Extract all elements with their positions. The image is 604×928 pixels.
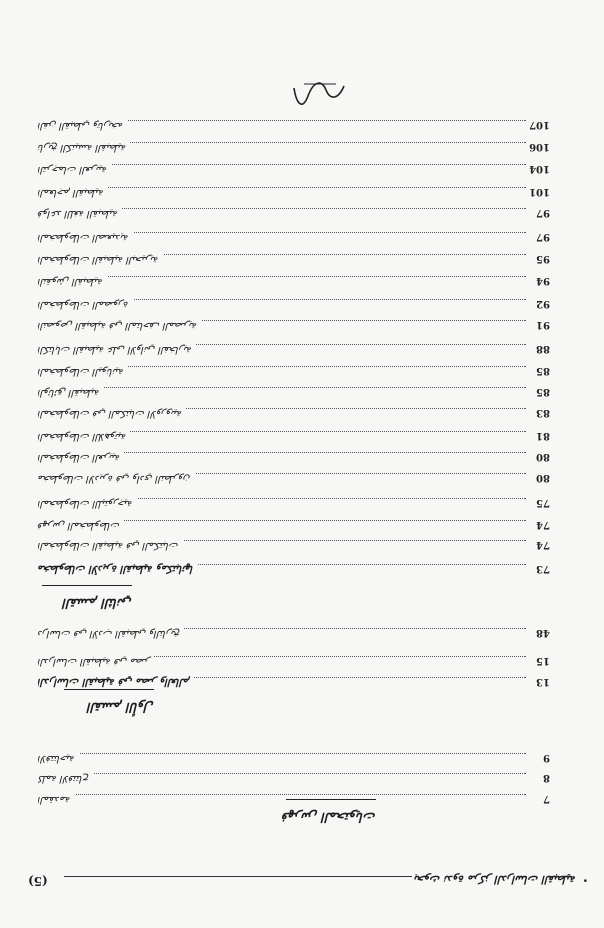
toc-page-number: 7 bbox=[543, 793, 550, 804]
toc-entry bbox=[38, 469, 550, 483]
toc-page-number: 48 bbox=[536, 627, 550, 638]
toc-entry-title: المخطوطات اليونانية bbox=[38, 366, 128, 377]
toc-page-number: 106 bbox=[529, 141, 550, 152]
toc-page-number: 8 bbox=[543, 772, 550, 783]
toc-entry bbox=[38, 383, 550, 397]
toc-entry-title: المخطوطات اللاهوتية bbox=[38, 431, 130, 442]
toc-page-number: 9 bbox=[543, 752, 550, 763]
toc-page-number: 73 bbox=[536, 563, 550, 574]
toc-entry bbox=[38, 362, 550, 376]
toc-entry-title: دراسات في الأدب القبطي والتاريخ bbox=[38, 628, 184, 639]
section-ornament-text: فهرس المحتويات bbox=[282, 809, 376, 824]
toc-page-number: 15 bbox=[536, 655, 550, 666]
toc-entry-title: المخطوطات الليتورجية bbox=[38, 498, 137, 509]
toc-entry-title: الكتابات القبطية على الأواني الفخارية bbox=[38, 344, 196, 355]
running-header bbox=[28, 868, 588, 888]
toc-entry bbox=[38, 624, 550, 638]
toc-page-number: 95 bbox=[536, 253, 550, 264]
toc-entry-title: المخطوطات الصعيدية bbox=[38, 232, 133, 243]
toc-entry bbox=[38, 272, 550, 286]
end-ornament bbox=[290, 78, 350, 108]
toc-entry bbox=[38, 250, 550, 264]
dot-leader bbox=[38, 387, 526, 388]
toc-page-number: 88 bbox=[536, 343, 550, 354]
toc-entry bbox=[38, 204, 550, 218]
toc-entry bbox=[38, 536, 550, 550]
toc-entry-title: النصوص القبطية في المتاحف المصرية bbox=[38, 320, 201, 331]
dot-leader bbox=[38, 773, 526, 774]
toc-entry-title: الدراسات القبطية في مصر bbox=[38, 656, 154, 667]
toc-page-number: 97 bbox=[536, 207, 550, 218]
section-ornament bbox=[42, 582, 132, 610]
toc-entry-title: المخطوطات القبطية في المكتبات bbox=[38, 540, 183, 551]
toc-page-number: 92 bbox=[536, 298, 550, 309]
toc-entry-title: الفن القبطي وتاريخه bbox=[38, 120, 127, 131]
toc-page-number: 107 bbox=[529, 119, 550, 130]
toc-entry bbox=[38, 340, 550, 354]
toc-entry-title: المخطوطات المصورة bbox=[38, 299, 133, 310]
toc-page-number: 94 bbox=[536, 275, 550, 286]
toc-entry bbox=[38, 316, 550, 330]
toc-entry-title: المقدمة bbox=[38, 794, 75, 805]
dot-leader bbox=[38, 187, 526, 188]
toc-entry-title: الافتتاحية bbox=[38, 753, 79, 764]
toc-entry bbox=[38, 560, 550, 574]
toc-entry bbox=[38, 427, 550, 441]
toc-entry-title: المخطوطات القبطية البحيرية bbox=[38, 254, 163, 265]
dot-leader bbox=[38, 753, 526, 754]
toc-page-number: 74 bbox=[536, 539, 550, 550]
toc-entry bbox=[38, 494, 550, 508]
toc-entry-title: المخطوطات في المكتبات الأوروبية bbox=[38, 408, 186, 419]
toc-entry-title: مخطوطات الأديرة في وادي النطرون bbox=[38, 473, 195, 484]
toc-entry-title: الدراسات القبطية في مصر والعالم bbox=[38, 676, 194, 688]
toc-page-number: 85 bbox=[536, 386, 550, 397]
header-title: بحوث ندوة مركز الدراسات القبطية bbox=[414, 873, 576, 886]
toc-entry bbox=[38, 138, 550, 152]
ornament-underline bbox=[42, 585, 132, 586]
dot-leader bbox=[38, 276, 526, 277]
toc-page-number: 101 bbox=[529, 186, 550, 197]
toc-entry bbox=[38, 183, 550, 197]
toc-entry-title: كلمة الافتتاح bbox=[38, 773, 93, 784]
toc-entry-title: مخطوطات الأديرة القبطية ومكتباتها bbox=[38, 563, 198, 575]
toc-entry-title: النقوش القبطية bbox=[38, 276, 107, 287]
header-bullet: • bbox=[582, 874, 588, 884]
header-page-number: (5) bbox=[28, 874, 48, 888]
dot-leader bbox=[38, 794, 526, 795]
toc-page-number: 81 bbox=[536, 430, 550, 441]
toc-page-number: 13 bbox=[536, 676, 550, 687]
toc-entry bbox=[38, 404, 550, 418]
section-ornament-text: القسم الثاني bbox=[63, 595, 132, 610]
toc-entry-title: المعاجم القبطية bbox=[38, 187, 108, 198]
toc-entry bbox=[38, 652, 550, 666]
toc-page-number: 104 bbox=[529, 163, 550, 174]
toc-page-number: 91 bbox=[536, 319, 550, 330]
toc-entry bbox=[38, 116, 550, 130]
toc-entry bbox=[38, 673, 550, 687]
section-ornament-text: القسم الأول bbox=[87, 699, 154, 714]
ornament-underline bbox=[64, 689, 154, 690]
toc-page-number: 83 bbox=[536, 407, 550, 418]
toc-entry-title: الوثائق القبطية bbox=[38, 387, 104, 398]
toc-page-number: 97 bbox=[536, 231, 550, 242]
toc-entry bbox=[38, 790, 550, 804]
toc-entry-title: الترجمات العربية bbox=[38, 164, 111, 175]
toc-entry bbox=[38, 769, 550, 783]
toc-entry bbox=[38, 295, 550, 309]
toc-entry-title: المخطوطات العربية bbox=[38, 452, 124, 463]
toc-entry-title: قواعد اللغة القبطية bbox=[38, 208, 122, 219]
toc-entry-title: تاريخ الكنيسة القبطية bbox=[38, 142, 130, 153]
toc-page-number: 75 bbox=[536, 497, 550, 508]
toc-page-number: 80 bbox=[536, 472, 550, 483]
toc-entry bbox=[38, 448, 550, 462]
toc-entry bbox=[38, 160, 550, 174]
toc-entry bbox=[38, 749, 550, 763]
section-ornament bbox=[64, 686, 154, 714]
header-rule bbox=[64, 876, 412, 877]
toc-entry bbox=[38, 516, 550, 530]
toc-page-number: 80 bbox=[536, 451, 550, 462]
toc-entry-title: فهرس المخطوطات bbox=[38, 520, 124, 531]
toc-page-number: 85 bbox=[536, 365, 550, 376]
toc-page-number: 74 bbox=[536, 519, 550, 530]
toc-entry bbox=[38, 228, 550, 242]
